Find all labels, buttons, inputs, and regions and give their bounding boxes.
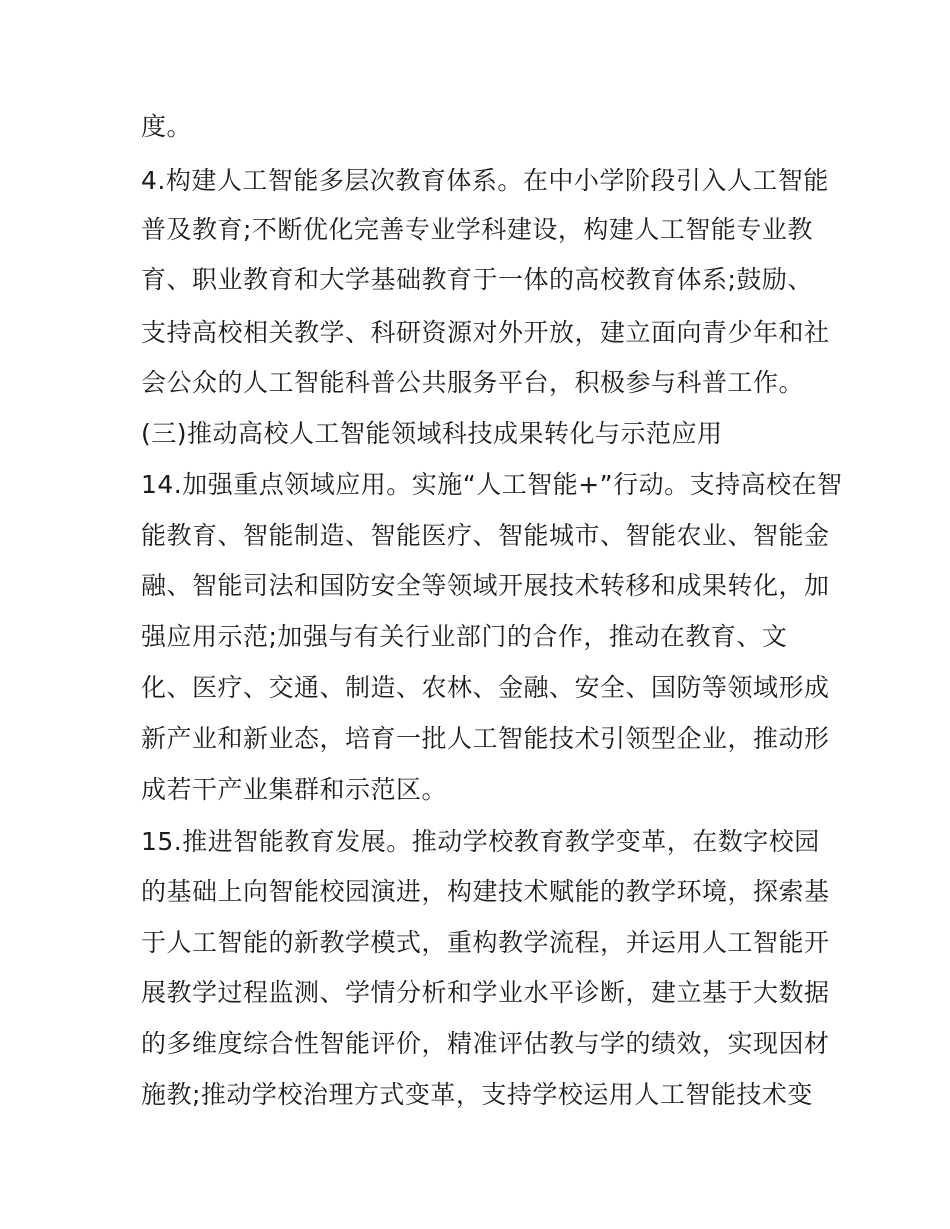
text-line: 4.构建人工智能多层次教育体系。在中小学阶段引入人工智能 [141, 166, 829, 195]
text-line: 支持高校相关教学、科研资源对外开放，建立面向青少年和社 [141, 318, 830, 347]
text-line: 度。 [141, 112, 193, 141]
text-line: 展教学过程监测、学情分析和学业水平诊断，建立基于大数据 [141, 978, 830, 1007]
text-line: 成若干产业集群和示范区。 [141, 775, 448, 804]
text-line: 14.加强重点领域应用。实施“人工智能+”行动。支持高校在智 [141, 470, 843, 499]
text-line: 育、职业教育和大学基础教育于一体的高校教育体系;鼓励、 [141, 265, 813, 294]
text-line: 强应用示范;加强与有关行业部门的合作，推动在教育、文 [141, 622, 788, 651]
text-line: 15.推进智能教育发展。推动学校教育教学变革，在数字校园 [141, 827, 820, 856]
text-line: 能教育、智能制造、智能医疗、智能城市、智能农业、智能金 [141, 521, 830, 550]
text-line: 融、智能司法和国防安全等领域开展技术转移和成果转化，加 [141, 571, 830, 600]
text-line: 化、医疗、交通、制造、农林、金融、安全、国防等领域形成 [141, 673, 830, 702]
text-line: 于人工智能的新教学模式，重构教学流程，并运用人工智能开 [141, 928, 830, 957]
text-line: 普及教育;不断优化完善专业学科建设，构建人工智能专业教 [141, 215, 813, 244]
text-line: 施教;推动学校治理方式变革，支持学校运用人工智能技术变 [141, 1080, 813, 1109]
text-line: 的多维度综合性智能评价，精准评估教与学的绩效，实现因材 [141, 1029, 830, 1058]
text-line: 的基础上向智能校园演进，构建技术赋能的教学环境，探索基 [141, 877, 830, 906]
section-heading: (三)推动高校人工智能领域科技成果转化与示范应用 [141, 419, 723, 448]
text-line: 会公众的人工智能科普公共服务平台，积极参与科普工作。 [141, 368, 805, 397]
text-line: 新产业和新业态，培育一批人工智能技术引领型企业，推动形 [141, 724, 830, 753]
